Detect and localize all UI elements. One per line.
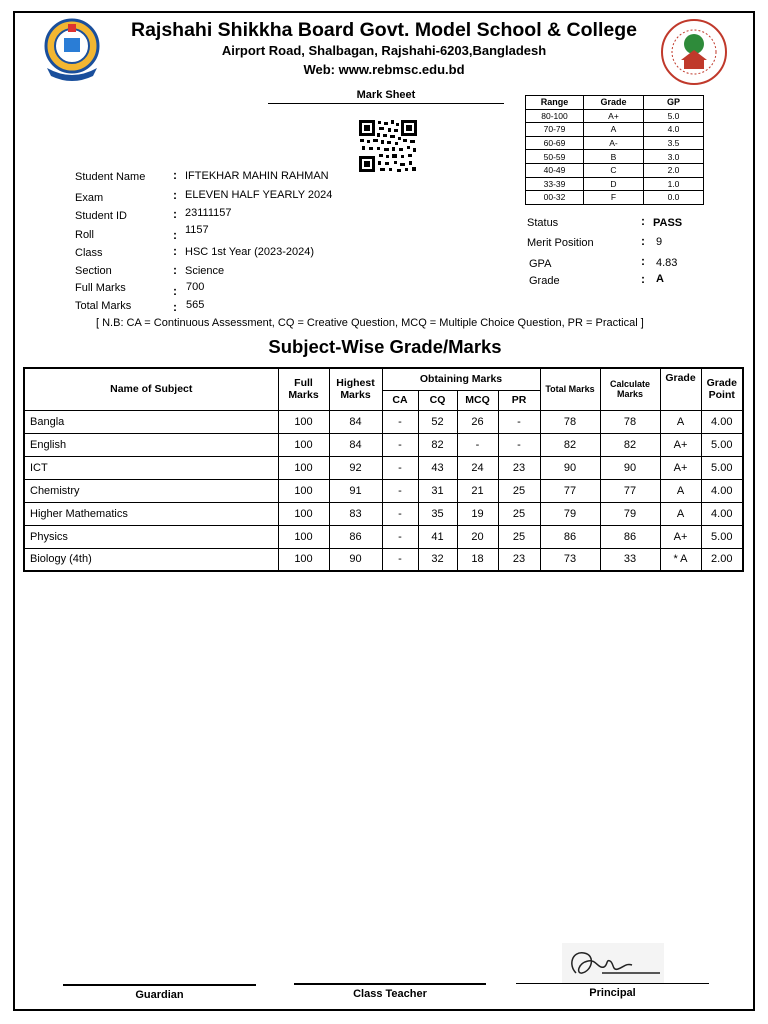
grade-scale-cell: 50-59: [526, 150, 584, 164]
grade-scale-cell: A: [584, 123, 644, 137]
cell: -: [382, 479, 418, 502]
header-subject: Name of Subject: [24, 368, 278, 410]
guardian-label: Guardian: [135, 989, 184, 1001]
cell: A: [660, 502, 701, 525]
section-value: Science: [185, 265, 225, 277]
header-pr: PR: [498, 390, 540, 410]
school-address: Airport Road, Shalbagan, Rajshahi-6203,Bangladesh: [221, 43, 547, 58]
grade-scale-cell: 00-32: [526, 191, 584, 205]
cell: A: [660, 410, 701, 433]
cell: -: [382, 410, 418, 433]
grade-scale-cell: 60-69: [526, 136, 584, 150]
student-name-label: Student Name: [75, 171, 146, 183]
grade-scale-cell: 3.0: [644, 150, 704, 164]
cell: 90: [540, 456, 600, 479]
cell: 21: [457, 479, 498, 502]
roll-label: Roll: [75, 229, 94, 241]
cell: 26: [457, 410, 498, 433]
grade-scale-row: [526, 163, 704, 177]
grade-scale-cell: C: [584, 163, 644, 177]
total-marks-label: Total Marks: [75, 300, 132, 312]
header-grade: Grade: [660, 368, 701, 410]
principal-signature: [562, 943, 664, 983]
principal-signature-line: [516, 983, 709, 984]
abbreviation-note: [ N.B: CA = Continuous Assessment, CQ = Creative Question, MCQ = Multiple Choice Question, PR = Practical ]: [96, 317, 644, 329]
subject-cell: Biology (4th): [24, 548, 278, 571]
colon: :: [173, 168, 177, 182]
cell: 84: [329, 410, 382, 433]
gpa-label: GPA: [529, 258, 552, 270]
section-label: Section: [75, 265, 112, 277]
table-row: [24, 525, 743, 548]
grade-scale-cell: 0.0: [644, 191, 704, 205]
table-row: [24, 456, 743, 479]
cell: 86: [540, 525, 600, 548]
class-teacher-signature-line: [294, 983, 486, 985]
cell: -: [382, 548, 418, 571]
table-row: [24, 479, 743, 502]
status-value: PASS: [653, 217, 683, 229]
cell: 100: [278, 456, 329, 479]
colon: :: [641, 214, 645, 228]
header-grade-point: Grade Point: [701, 368, 743, 410]
table-header-row: [24, 368, 743, 390]
cell: -: [457, 433, 498, 456]
grade-scale-row: [526, 150, 704, 164]
cell: 83: [329, 502, 382, 525]
cell: 18: [457, 548, 498, 571]
table-row: [24, 502, 743, 525]
colon: :: [173, 228, 177, 242]
grade-scale-cell: 40-49: [526, 163, 584, 177]
subject-cell: English: [24, 433, 278, 456]
cell: 86: [600, 525, 660, 548]
colon: :: [641, 254, 645, 268]
subject-marks-table: [23, 367, 744, 572]
cell: 4.00: [701, 479, 743, 502]
cell: 52: [418, 410, 457, 433]
cell: * A: [660, 548, 701, 571]
cell: 100: [278, 525, 329, 548]
grade-scale-cell: D: [584, 177, 644, 191]
student-id-label: Student ID: [75, 210, 127, 222]
cell: 25: [498, 479, 540, 502]
colon: :: [641, 272, 645, 286]
student-id-value: 23111157: [185, 207, 232, 219]
cell: 23: [498, 456, 540, 479]
cell: 25: [498, 502, 540, 525]
cell: 20: [457, 525, 498, 548]
colon: :: [173, 207, 177, 221]
cell: 41: [418, 525, 457, 548]
cell: 77: [600, 479, 660, 502]
grade-scale-cell: 3.5: [644, 136, 704, 150]
cell: 23: [498, 548, 540, 571]
cell: 90: [600, 456, 660, 479]
grade-scale-cell: 2.0: [644, 163, 704, 177]
grade-scale-table: [525, 95, 704, 205]
header-highest-marks: Highest Marks: [329, 368, 382, 410]
cell: 90: [329, 548, 382, 571]
header-obtaining-marks: Obtaining Marks: [382, 368, 540, 390]
colon: :: [173, 284, 177, 298]
grade-scale-row: [526, 177, 704, 191]
cell: -: [382, 433, 418, 456]
cell: 32: [418, 548, 457, 571]
class-value: HSC 1st Year (2023-2024): [185, 246, 315, 258]
cell: 4.00: [701, 410, 743, 433]
cell: 5.00: [701, 433, 743, 456]
cell: 35: [418, 502, 457, 525]
header-ca: CA: [382, 390, 418, 410]
cell: A+: [660, 525, 701, 548]
cell: 100: [278, 502, 329, 525]
cell: 73: [540, 548, 600, 571]
grade-scale-row: [526, 191, 704, 205]
cell: 91: [329, 479, 382, 502]
header-cq: CQ: [418, 390, 457, 410]
grade-scale-cell: 80-100: [526, 109, 584, 123]
grade-scale-cell: B: [584, 150, 644, 164]
colon: :: [173, 263, 177, 277]
cell: 33: [600, 548, 660, 571]
cell: 100: [278, 433, 329, 456]
cell: -: [498, 433, 540, 456]
cell: 78: [540, 410, 600, 433]
colon: :: [173, 300, 177, 314]
header-mcq: MCQ: [457, 390, 498, 410]
grade-scale-header-cell: Grade: [584, 96, 644, 110]
grade-scale-cell: A-: [584, 136, 644, 150]
roll-value: 1157: [185, 224, 209, 236]
grade-scale-header: [526, 96, 704, 110]
subject-cell: Chemistry: [24, 479, 278, 502]
full-marks-label: Full Marks: [75, 282, 126, 294]
exam-value: ELEVEN HALF YEARLY 2024: [185, 189, 333, 201]
cell: 100: [278, 410, 329, 433]
grade-scale-cell: A+: [584, 109, 644, 123]
cell: 78: [600, 410, 660, 433]
colon: :: [173, 188, 177, 202]
grade-scale-row: [526, 109, 704, 123]
subject-cell: Bangla: [24, 410, 278, 433]
cell: 43: [418, 456, 457, 479]
school-name: Rajshahi Shikkha Board Govt. Model School & College: [130, 19, 637, 41]
grade-scale-row: [526, 136, 704, 150]
grade-scale-header-cell: GP: [644, 96, 704, 110]
cell: 86: [329, 525, 382, 548]
cell: 82: [540, 433, 600, 456]
class-label: Class: [75, 247, 103, 259]
cell: 4.00: [701, 502, 743, 525]
total-marks-value: 565: [186, 299, 205, 311]
cell: 2.00: [701, 548, 743, 571]
grade-scale-cell: 5.0: [644, 109, 704, 123]
student-name-value: IFTEKHAR MAHIN RAHMAN: [185, 170, 329, 182]
cell: A+: [660, 433, 701, 456]
class-teacher-label: Class Teacher: [353, 988, 427, 1000]
table-row: [24, 433, 743, 456]
cell: 77: [540, 479, 600, 502]
table-row: [24, 548, 743, 571]
full-marks-value: 700: [186, 281, 205, 293]
cell: 100: [278, 548, 329, 571]
cell: 79: [600, 502, 660, 525]
principal-label: Principal: [589, 987, 636, 999]
cell: 24: [457, 456, 498, 479]
grade-scale-row: [526, 123, 704, 137]
cell: 82: [418, 433, 457, 456]
guardian-signature-line: [63, 984, 256, 986]
subject-wise-title: Subject-Wise Grade/Marks: [268, 336, 502, 357]
grade-scale-header-cell: Range: [526, 96, 584, 110]
exam-label: Exam: [75, 192, 104, 204]
cell: -: [382, 456, 418, 479]
cell: A+: [660, 456, 701, 479]
cell: A: [660, 479, 701, 502]
cell: 79: [540, 502, 600, 525]
colon: :: [641, 234, 645, 248]
gpa-value: 4.83: [656, 257, 678, 269]
cell: 82: [600, 433, 660, 456]
grade-label: Grade: [529, 275, 560, 287]
cell: 100: [278, 479, 329, 502]
cell: 5.00: [701, 456, 743, 479]
table-row: [24, 410, 743, 433]
subject-cell: Physics: [24, 525, 278, 548]
cell: -: [382, 525, 418, 548]
grade-scale-cell: 33-39: [526, 177, 584, 191]
mark-sheet-title: Mark Sheet: [268, 89, 504, 104]
cell: 5.00: [701, 525, 743, 548]
cell: 25: [498, 525, 540, 548]
header-total-marks: Total Marks: [540, 368, 600, 410]
grade-value: A: [656, 273, 664, 285]
header-full-marks: Full Marks: [278, 368, 329, 410]
cell: 92: [329, 456, 382, 479]
school-website: Web: www.rebmsc.edu.bd: [303, 62, 465, 77]
grade-scale-cell: 70-79: [526, 123, 584, 137]
merit-position-value: 9: [656, 236, 663, 248]
cell: 31: [418, 479, 457, 502]
grade-scale-cell: 4.0: [644, 123, 704, 137]
header-calculate-marks: Calculate Marks: [600, 368, 660, 410]
grade-scale-cell: 1.0: [644, 177, 704, 191]
subject-cell: Higher Mathematics: [24, 502, 278, 525]
cell: 84: [329, 433, 382, 456]
grade-scale-cell: F: [584, 191, 644, 205]
qr-code: [359, 120, 417, 172]
cell: -: [382, 502, 418, 525]
subject-cell: ICT: [24, 456, 278, 479]
colon: :: [173, 244, 177, 258]
cell: 19: [457, 502, 498, 525]
status-label: Status: [527, 217, 559, 229]
merit-position-label: Merit Position: [527, 237, 594, 249]
cell: -: [498, 410, 540, 433]
